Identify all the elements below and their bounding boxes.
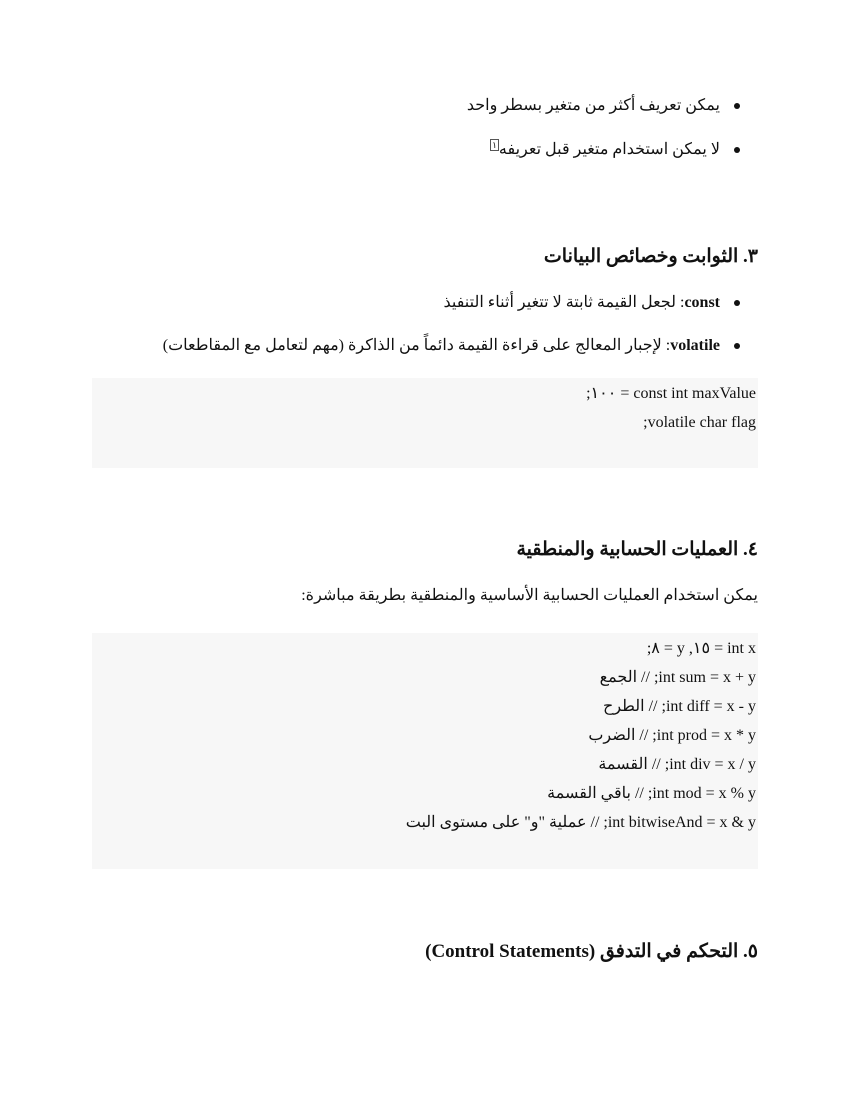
code-line: int mod = x % y; // باقي القسمة bbox=[547, 785, 756, 802]
qualifiers-list bbox=[92, 293, 758, 356]
section-heading-constants: ٣. الثوابت وخصائص البيانات bbox=[543, 246, 758, 267]
bullet-icon bbox=[734, 343, 740, 349]
list-item bbox=[92, 140, 758, 160]
list-item bbox=[92, 336, 758, 356]
bullet-text: : لجعل القيمة ثابتة لا تتغير أثناء التنفيذ bbox=[443, 294, 685, 311]
document-page bbox=[92, 0, 758, 1100]
code-line: int x = ١٥, y = ٨; bbox=[646, 640, 756, 657]
footnote-mark[interactable]: ١ bbox=[492, 139, 497, 150]
variables-rules-list bbox=[92, 96, 758, 160]
code-line: int sum = x + y; // الجمع bbox=[599, 669, 756, 686]
bullet-icon bbox=[734, 103, 740, 109]
bullet-icon bbox=[734, 147, 740, 153]
section-intro-text: يمكن استخدام العمليات الحسابية الأساسية والمنطقية بطريقة مباشرة: bbox=[301, 587, 758, 604]
code-block-operations bbox=[92, 633, 758, 869]
keyword-const: const bbox=[684, 294, 720, 311]
code-line: int bitwiseAnd = x & y; // عملية "و" على مستوى البت bbox=[405, 814, 756, 831]
section-heading-operations: ٤. العمليات الحسابية والمنطقية bbox=[516, 539, 758, 560]
list-item bbox=[92, 293, 758, 313]
list-item bbox=[92, 96, 758, 116]
code-line: const int maxValue = ١٠٠; bbox=[586, 385, 756, 402]
section-heading-control-flow: ٥. التحكم في التدفق (Control Statements) bbox=[425, 941, 758, 962]
code-line: int div = x / y; // القسمة bbox=[598, 756, 756, 773]
bullet-text: يمكن تعريف أكثر من متغير بسطر واحد bbox=[466, 97, 720, 114]
code-line: int prod = x * y; // الضرب bbox=[588, 727, 756, 744]
code-block-constants bbox=[92, 378, 758, 468]
code-line: int diff = x - y; // الطرح bbox=[603, 698, 756, 715]
bullet-text: لا يمكن استخدام متغير قبل تعريفه bbox=[498, 141, 720, 158]
keyword-volatile: volatile bbox=[670, 337, 720, 354]
bullet-icon bbox=[734, 300, 740, 306]
code-line: volatile char flag; bbox=[643, 414, 756, 431]
bullet-text: : لإجبار المعالج على قراءة القيمة دائماً من الذاكرة (مهم لتعامل مع المقاطعات) bbox=[162, 337, 671, 354]
